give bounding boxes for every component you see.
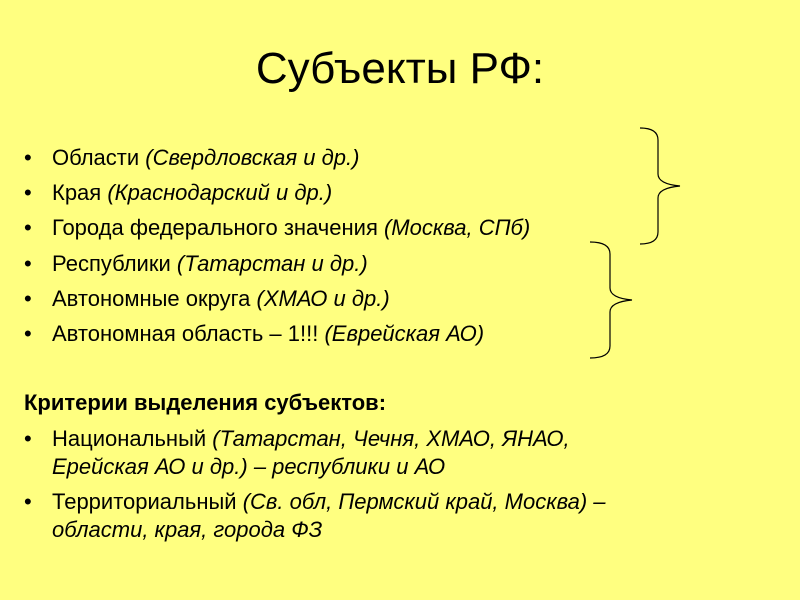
right-brace-icon bbox=[640, 128, 680, 244]
item-example: (Татарстан, Чечня, ХМАО, ЯНАО, bbox=[212, 426, 570, 451]
item-example-continued: Ерейская АО и др.) – республики и АО bbox=[52, 454, 446, 479]
item-text: Автономная область – 1!!! bbox=[52, 321, 325, 346]
criteria-heading: Критерии выделения субъектов: bbox=[24, 390, 387, 415]
slide-title: Субъекты РФ: bbox=[255, 44, 545, 93]
item-example: (Еврейская АО) bbox=[324, 321, 485, 346]
list-item bbox=[24, 320, 484, 348]
bullet-icon: • bbox=[24, 145, 32, 170]
bullet-icon: • bbox=[24, 426, 32, 451]
item-text: Автономные округа bbox=[52, 286, 257, 311]
list-item bbox=[24, 285, 390, 313]
item-text: Национальный bbox=[52, 426, 213, 451]
item-line bbox=[24, 425, 570, 453]
item-text: Края bbox=[52, 180, 108, 205]
item-line bbox=[24, 488, 606, 516]
item-example-continued: области, края, города ФЗ bbox=[52, 517, 323, 542]
bullet-icon: • bbox=[24, 251, 32, 276]
list-item bbox=[24, 425, 570, 481]
item-example: (Свердловская и др.) bbox=[145, 145, 360, 170]
list-item bbox=[24, 214, 530, 242]
item-example: (Краснодарский и др.) bbox=[107, 180, 333, 205]
item-example: (Татарстан и др.) bbox=[176, 251, 368, 276]
item-text: Республики bbox=[52, 251, 177, 276]
list-item bbox=[24, 250, 368, 278]
list-item bbox=[24, 144, 359, 172]
bullet-icon: • bbox=[24, 489, 32, 514]
list-item bbox=[24, 179, 332, 207]
bullet-icon: • bbox=[24, 286, 32, 311]
item-text: Города федерального значения bbox=[52, 215, 384, 240]
bullet-icon: • bbox=[24, 180, 32, 205]
bullet-icon: • bbox=[24, 215, 32, 240]
item-example: (ХМАО и др.) bbox=[256, 286, 390, 311]
item-example: (Св. обл, Пермский край, Москва) – bbox=[242, 489, 606, 514]
bullet-icon: • bbox=[24, 321, 32, 346]
item-text: Территориальный bbox=[52, 489, 243, 514]
item-example: (Москва, СПб) bbox=[383, 215, 531, 240]
list-item bbox=[24, 488, 606, 544]
item-text: Области bbox=[52, 145, 146, 170]
right-brace-icon bbox=[590, 242, 632, 358]
